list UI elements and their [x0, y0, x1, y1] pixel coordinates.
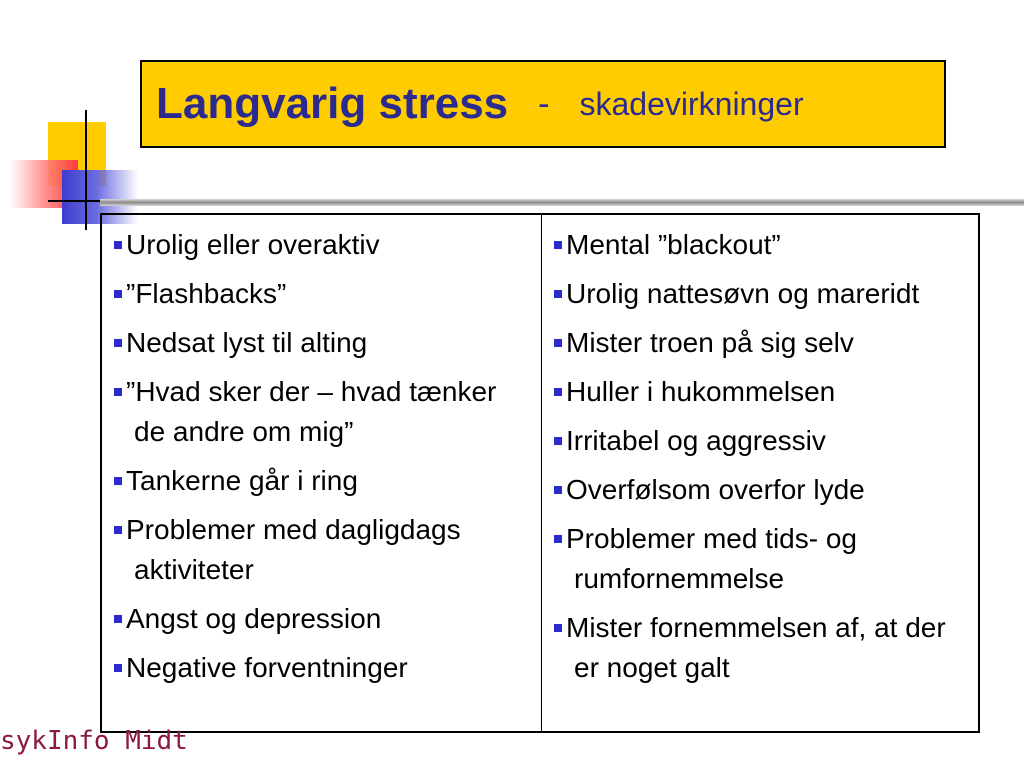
list-item-text: Urolig nattesøvn og mareridt [566, 278, 920, 309]
left-column [102, 215, 542, 731]
right-bullet-list [554, 225, 970, 688]
left-bullet-list [114, 225, 533, 688]
list-item [114, 225, 533, 265]
square-bullet-icon [114, 526, 122, 534]
list-item [554, 421, 970, 461]
list-item-text: Angst og depression [126, 603, 382, 634]
list-item [554, 608, 970, 688]
list-item [114, 461, 533, 501]
list-item-text: ”Hvad sker der – hvad tænker de andre om mig” [126, 376, 497, 447]
list-item-text: Tankerne går i ring [126, 465, 358, 496]
footer-text: sykInfo Midt [0, 726, 188, 756]
square-bullet-icon [114, 388, 122, 396]
square-bullet-icon [114, 615, 122, 623]
square-bullet-icon [554, 241, 562, 249]
list-item-text: Mental ”blackout” [566, 229, 781, 260]
square-bullet-icon [554, 388, 562, 396]
content-table [100, 213, 980, 733]
square-bullet-icon [114, 477, 122, 485]
list-item [114, 372, 533, 452]
list-item [554, 519, 970, 599]
list-item [554, 274, 970, 314]
right-column [542, 215, 978, 731]
list-item [114, 510, 533, 590]
page-subtitle: skadevirkninger [579, 85, 804, 122]
list-item [554, 323, 970, 363]
list-item-text: Huller i hukommelsen [566, 376, 836, 407]
list-item [554, 470, 970, 510]
list-item-text: ”Flashbacks” [126, 278, 287, 309]
list-item [554, 225, 970, 265]
list-item-text: Irritabel og aggressiv [566, 425, 826, 456]
page-title: Langvarig stress [156, 79, 509, 128]
square-bullet-icon [554, 535, 562, 543]
logo-vertical-line [85, 110, 87, 230]
list-item-text: Problemer med tids- og rumfornemmelse [566, 523, 858, 594]
title-separator: - [538, 84, 550, 123]
logo-horizontal-line [48, 200, 108, 202]
list-item [114, 323, 533, 363]
list-item [114, 274, 533, 314]
list-item-text: Mister troen på sig selv [566, 327, 854, 358]
divider-line [100, 199, 1024, 206]
square-bullet-icon [114, 339, 122, 347]
list-item-text: Problemer med dagligdags aktiviteter [126, 514, 461, 585]
square-bullet-icon [554, 290, 562, 298]
list-item-text: Negative forventninger [126, 652, 408, 683]
list-item-text: Nedsat lyst til alting [126, 327, 368, 358]
list-item [114, 648, 533, 688]
list-item-text: Urolig eller overaktiv [126, 229, 380, 260]
square-bullet-icon [114, 290, 122, 298]
title-box [140, 60, 946, 148]
square-bullet-icon [554, 437, 562, 445]
list-item-text: Mister fornemmelsen af, at der er noget galt [566, 612, 946, 683]
square-bullet-icon [114, 241, 122, 249]
square-bullet-icon [114, 664, 122, 672]
list-item [114, 599, 533, 639]
square-bullet-icon [554, 486, 562, 494]
square-bullet-icon [554, 624, 562, 632]
square-bullet-icon [554, 339, 562, 347]
list-item [554, 372, 970, 412]
list-item-text: Overfølsom overfor lyde [566, 474, 865, 505]
